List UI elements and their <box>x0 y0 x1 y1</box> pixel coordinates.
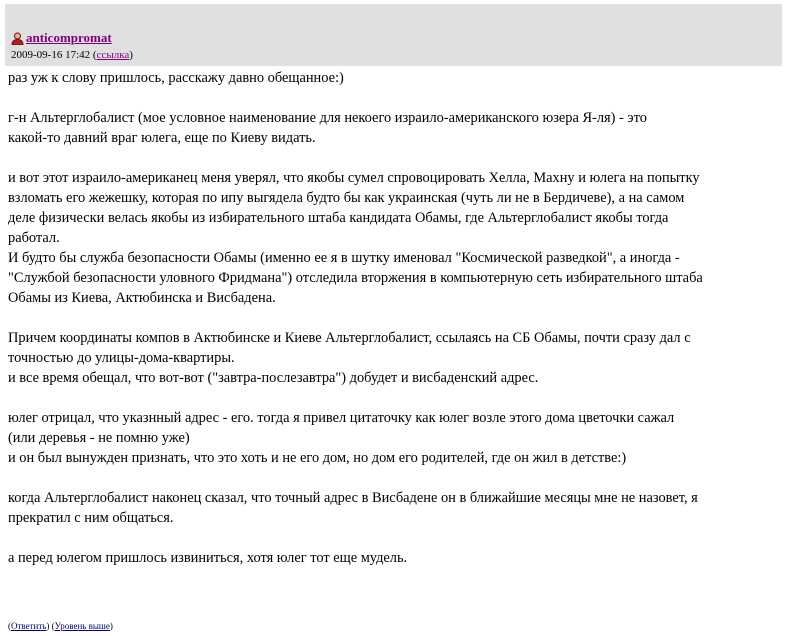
comment-paragraph <box>8 328 784 388</box>
comment-text-line: раз уж к слову пришлось, расскажу давно обещанное:) <box>8 70 344 86</box>
comment-text-line: Обамы из Киева, Актюбинска и Висбадена. <box>8 290 276 306</box>
comment-text-line: деле физически велась якобы из избирательного штаба кандидата Обамы, где Альтерглобалист якобы тогда <box>8 210 669 226</box>
comment-text-line: (или деревья - не помню уже) <box>8 430 190 446</box>
comment-paragraph <box>8 488 784 528</box>
level-up-link[interactable]: Уровень выше <box>54 621 110 631</box>
comment-paragraph <box>8 548 784 568</box>
comment-paragraph <box>8 68 784 88</box>
comment-body <box>8 68 784 588</box>
comment-text-line: "Службой безопасности уловного Фридмана") отследила вторжения в компьютерную сеть избирательного штаба <box>8 270 703 286</box>
comment-paragraph <box>8 108 784 148</box>
user-icon[interactable] <box>11 32 24 45</box>
comment-text-line: какой-то давний враг юлега, еще по Киеву видать. <box>8 130 316 146</box>
comment-header <box>5 4 782 66</box>
comment-paragraph <box>8 168 784 308</box>
comment-footer: (Ответить) (Уровень выше) <box>8 621 113 631</box>
comment-text-line: а перед юлегом пришлось извиниться, хотя юлег тот еще мудель. <box>8 550 408 566</box>
comment-text-line: прекратил с ним общаться. <box>8 510 174 526</box>
comment-text-line: и вот этот израило-американец меня уверял, что якобы сумел спровоцировать Хелла, Махну и юлега на попытку <box>8 170 700 186</box>
user-line <box>11 29 112 47</box>
comment-text-line: и все время обещал, что вот-вот ("завтра-послезавтра") добудет и висбаденский адрес. <box>8 370 539 386</box>
reply-link[interactable]: Ответить <box>11 621 47 631</box>
comment-text-line: взломать его жежешку, которая по ипу выгядела будто бы как украинская (чуть ли не в Бердичеве), а на самом <box>8 190 685 206</box>
comment-text-line: г-н Альтерглобалист (мое условное наименование для некоего израило-американского юзера Я-ля) - это <box>8 110 647 126</box>
comment-text-line: работал. <box>8 230 60 246</box>
permalink-open-paren: ( <box>92 49 97 61</box>
comment-text-line: и он был вынужден признать, что это хоть и не его дом, но дом его родителей, где он жил в детстве:) <box>8 450 627 466</box>
comment-text-line: Причем координаты компов в Актюбинске и Киеве Альтерглобалист, ссылаясь на СБ Обамы, почти сразу дал с <box>8 330 691 346</box>
comment-text-line: юлег отрицал, что указнный адрес - его. тогда я привел цитаточку как юлег возле этого дома цветочки сажал <box>8 410 675 426</box>
permalink-close-paren: ) <box>129 49 133 61</box>
comment-paragraph <box>8 408 784 468</box>
permalink-link[interactable]: ссылка <box>96 49 130 61</box>
comment-meta <box>11 49 133 61</box>
comment-text-line: точностью до улицы-дома-квартиры. <box>8 350 235 366</box>
comment-text-line: когда Альтерглобалист наконец сказал, что точный адрес в Висбадене он в ближайшие месяцы мне не назовет, я <box>8 490 698 506</box>
comment-text-line: И будто бы служба безопасности Обамы (именно ее я в шутку именовал "Космической разведкой", а иногда - <box>8 250 680 266</box>
username-link[interactable]: anticompromat <box>26 30 112 45</box>
comment-timestamp: 2009-09-16 17:42 <box>11 49 91 61</box>
